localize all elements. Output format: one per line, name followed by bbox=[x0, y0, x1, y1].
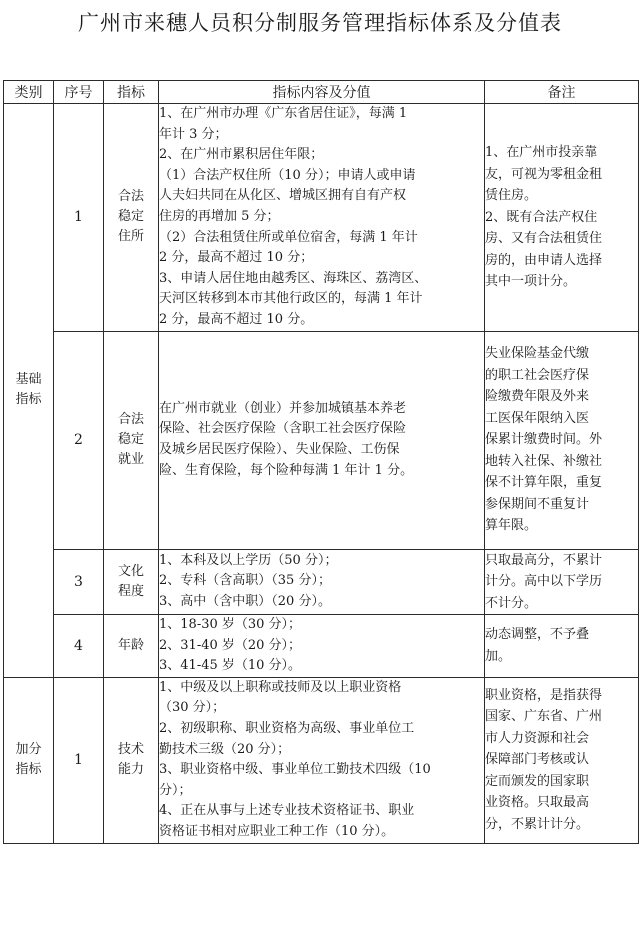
indicator-text: 住所 bbox=[117, 229, 144, 245]
remark-line: 动态调整，不予叠 bbox=[485, 627, 590, 643]
content-line: （30 分）； bbox=[159, 700, 226, 716]
content-line: 人夫妇共同在从化区、增城区拥有自有产权 bbox=[159, 188, 407, 204]
content-line: 4、正在从事与上述专业技术资格证书、职业 bbox=[159, 803, 415, 819]
content-line: 分）； bbox=[159, 782, 192, 798]
remark-line: 赁住房。 bbox=[485, 188, 538, 204]
content-line: 1、在广州市办理《广东省居住证》，每满 1 bbox=[159, 106, 408, 121]
remark-line: 定而颁发的国家职 bbox=[485, 773, 590, 789]
remark-line: 加。 bbox=[485, 648, 512, 664]
page-title: 广州市来穗人员积分制服务管理指标体系及分值表 bbox=[78, 11, 562, 35]
remark-line: 2、既有合法产权住 bbox=[485, 209, 598, 225]
category-label: 指标 bbox=[15, 762, 42, 778]
content-line: 3、职业资格中级、事业单位工勤技术四级（10 bbox=[159, 762, 431, 778]
remark-line: 失业保险基金代缴 bbox=[485, 346, 590, 362]
content-line: 2、初级职称、职业资格为高级、事业单位工 bbox=[159, 721, 415, 736]
row-number: 1 bbox=[54, 677, 104, 843]
indicator-name bbox=[104, 331, 159, 549]
remark-cell bbox=[485, 615, 639, 678]
remark-cell bbox=[485, 331, 639, 549]
remark-cell bbox=[485, 677, 639, 843]
category-label: 指标 bbox=[15, 392, 42, 408]
table-row bbox=[4, 549, 639, 615]
indicator-name bbox=[104, 104, 159, 332]
indicator-text: 合法 bbox=[117, 189, 144, 205]
remark-line: 工医保年限纳入医 bbox=[485, 410, 590, 426]
remark-line: 地转入社保、补缴社 bbox=[485, 453, 603, 469]
content-line: 及城乡居民医疗保险）、失业保险、工伤保 bbox=[159, 442, 400, 458]
indicator-content bbox=[159, 615, 485, 678]
content-line: 资格证书相对应职业工种工作（10 分）。 bbox=[159, 823, 395, 839]
remark-line: 险缴费年限及外来 bbox=[485, 389, 590, 405]
remark-line: 计分。高中以下学历 bbox=[485, 574, 603, 590]
remark-line: 职业资格，是指获得 bbox=[485, 687, 603, 703]
content-line: 2、在广州市累积居住年限； bbox=[159, 147, 324, 163]
table-row bbox=[4, 331, 639, 549]
remark-line: 保不计算年限，重复 bbox=[485, 475, 603, 491]
header-indicator: 指标 bbox=[104, 81, 159, 104]
table-row bbox=[4, 104, 639, 332]
content-line: 2、专科（含高职）（35 分）； bbox=[159, 573, 331, 589]
remark-line: 1、在广州市投亲靠 bbox=[485, 145, 598, 161]
remark-cell bbox=[485, 104, 639, 332]
remark-line: 分，不累计计分。 bbox=[485, 816, 590, 832]
remark-line: 不计分。 bbox=[485, 595, 538, 611]
row-number: 3 bbox=[54, 549, 104, 615]
content-line: 2、31-40 岁（20 分）； bbox=[159, 637, 302, 653]
indicator-content bbox=[159, 104, 485, 332]
table-row bbox=[4, 677, 639, 843]
content-line: 勤技术三级（20 分）； bbox=[159, 741, 291, 757]
content-line: 1、中级及以上职称或技师及以上职业资格 bbox=[159, 679, 402, 695]
remark-line: 其中一项计分。 bbox=[485, 274, 577, 290]
header-remark: 备注 bbox=[485, 81, 639, 104]
content-line: 保险、社会医疗保险（含职工社会医疗保险 bbox=[159, 421, 407, 437]
remark-line: 保累计缴费时间。外 bbox=[485, 432, 603, 448]
table-header-row bbox=[4, 81, 639, 104]
indicator-text: 合法 bbox=[117, 412, 144, 428]
table-row bbox=[4, 615, 639, 678]
remark-line: 房的，由申请人选择 bbox=[485, 252, 603, 268]
category-label: 基础 bbox=[15, 372, 42, 388]
content-line: 1、本科及以上学历（50 分）； bbox=[159, 552, 338, 568]
indicator-name bbox=[104, 677, 159, 843]
row-number: 4 bbox=[54, 615, 104, 678]
content-line: 2 分，最高不超过 10 分； bbox=[159, 250, 314, 266]
content-line: 险、生育保险，每个险种每满 1 年计 1 分。 bbox=[159, 462, 414, 478]
remark-line: 友，可视为零租金租 bbox=[485, 166, 603, 182]
indicator-text: 稳定 bbox=[117, 432, 144, 448]
remark-line: 的职工社会医疗保 bbox=[485, 367, 590, 383]
indicator-name bbox=[104, 549, 159, 615]
content-line: 3、申请人居住地由越秀区、海珠区、荔湾区、 bbox=[159, 270, 428, 286]
indicator-content bbox=[159, 549, 485, 615]
remark-line: 业资格。只取最高 bbox=[485, 795, 590, 811]
remark-line: 国家、广东省、广州 bbox=[485, 709, 603, 725]
header-number: 序号 bbox=[54, 81, 104, 104]
content-line: 3、41-45 岁（10 分）。 bbox=[159, 658, 302, 674]
content-line: 住房的再增加 5 分； bbox=[159, 208, 280, 224]
remark-cell bbox=[485, 549, 639, 615]
remark-line: 房、又有合法租赁住 bbox=[485, 231, 603, 247]
content-line: 年计 3 分； bbox=[159, 126, 228, 142]
remark-line: 市人力资源和社会 bbox=[485, 730, 590, 746]
content-line: 1、18-30 岁（30 分）； bbox=[159, 617, 302, 633]
indicator-text: 稳定 bbox=[117, 209, 144, 225]
content-line: （1）合法产权住所（10 分）；申请人或申请 bbox=[159, 167, 416, 183]
category-basic bbox=[4, 104, 54, 678]
content-line: 2 分，最高不超过 10 分。 bbox=[159, 311, 314, 327]
indicator-content bbox=[159, 331, 485, 549]
indicator-text: 技术 bbox=[117, 742, 144, 758]
indicator-text: 程度 bbox=[117, 583, 144, 599]
content-line: 在广州市就业（创业）并参加城镇基本养老 bbox=[159, 400, 407, 416]
row-number: 1 bbox=[54, 104, 104, 332]
content-line: 3、高中（含中职）（20 分）。 bbox=[159, 594, 331, 610]
indicator-text: 就业 bbox=[117, 452, 144, 468]
indicator-text: 能力 bbox=[117, 762, 144, 778]
remark-line: 参保期间不重复计 bbox=[485, 496, 590, 512]
remark-line: 保障部门考核或认 bbox=[485, 752, 590, 768]
category-label: 加分 bbox=[15, 742, 42, 758]
indicator-text: 文化 bbox=[117, 563, 144, 579]
header-category: 类别 bbox=[4, 81, 54, 104]
content-line: 天河区转移到本市其他行政区的，每满 1 年计 bbox=[159, 291, 423, 307]
indicator-name bbox=[104, 615, 159, 678]
content-line: （2）合法租赁住所或单位宿舍，每满 1 年计 bbox=[159, 229, 418, 245]
indicator-content bbox=[159, 677, 485, 843]
remark-line: 只取最高分，不累计 bbox=[485, 552, 603, 568]
indicator-text: 年龄 bbox=[117, 637, 144, 653]
indicator-table bbox=[3, 80, 639, 844]
header-content: 指标内容及分值 bbox=[159, 81, 485, 104]
category-bonus bbox=[4, 677, 54, 843]
remark-line: 算年限。 bbox=[485, 518, 538, 534]
row-number: 2 bbox=[54, 331, 104, 549]
